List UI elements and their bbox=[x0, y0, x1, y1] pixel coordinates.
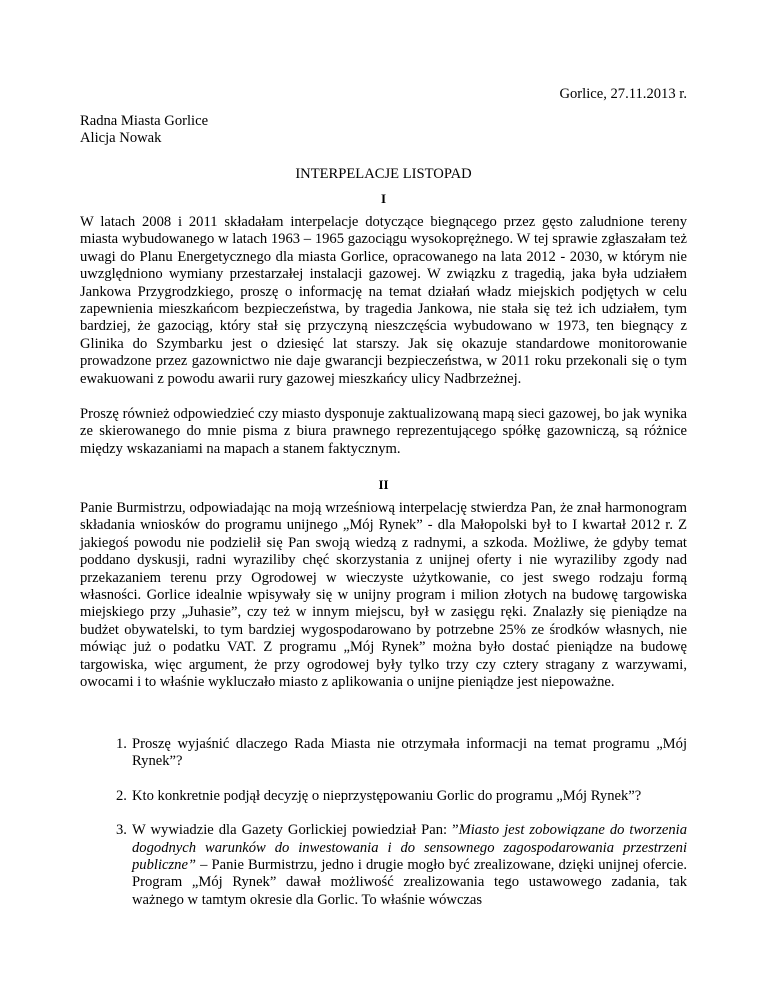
section-1-numeral: I bbox=[380, 191, 387, 206]
sender-block bbox=[80, 113, 208, 148]
list-item bbox=[80, 736, 687, 771]
list-item bbox=[80, 788, 687, 805]
section-2-paragraph-1: Panie Burmistrzu, odpowiadając na moją wrześniową interpelację stwierdza Pan, że znał harmonogram składania wniosków do programu unijnego „Mój Rynek” - dla Małopolski był to I kwartał 2012 r. Z jakiegoś powodu nie podzielił się Pan swoją wiedzą z radnymi, a szkoda. Możliwe, że gdyby temat poddano dyskusji, radni wyraziliby chęć skorzystania z unijnej oferty i nie wyraziliby zgody nad przekazaniem terenu przy Ogrodowej w wieczyste użytkowanie, co jest swego rodzaju formą własności. Gorlice idealnie wpisywały się w unijny program i milion złotych na budowę targowiska miejskiego przy „Juhasie”, czy też w innym miejscu, był w zasięgu ręki. Znalazły się pieniądze na budżet obywatelski, to tym bardziej wygospodarowano by potrzebne 25% ze środków własnych, nie mówiąc już o podatku VAT. Z programu „Mój Rynek” można było dostać pieniądze na budowę targowiska, więc argument, że przy ogrodowej były tylko trzy czy cztery stragany z warzywami, owocami i to właśnie wykluczało miasto z aplikowania o unijne pieniądze jest niepoważne. bbox=[80, 500, 687, 691]
section-1-paragraph-1: W latach 2008 i 2011 składałam interpelacje dotyczące biegnącego przez gęsto zaludnione tereny miasta wybudowanego w latach 1963 – 1965 gazociągu wysokoprężnego. W tej sprawie zgłaszałam też uwagi do Planu Energetycznego dla miasta Gorlice, opracowanego na lata 2012 - 2030, w którym nie uwzględniono wymiany przestarzałej instalacji gazowej. W związku z tragedią, jaka była udziałem Jankowa Przygrodzkiego, proszę o informację na temat działań władz miejskich podjętych w celu zapewnienia mieszkańcom bezpieczeństwa, by tragedia Jankowa, nie stała się też ich udziałem, tym bardziej, że gazociąg, który stał się przyczyną nieszczęścia wybudowano w 1973, ten biegnący z Glinika do Szymbarku jest o dziesięć lat starszy. Jak się okazuje standardowe monitorowanie prowadzone przez gazownictwo nie daje gwarancji bezpieczeństwa, w 2011 roku przekonali się o tym ewakuowani z powodu awarii rury gazowej mieszkańcy ulicy Nadbrzeżnej. bbox=[80, 214, 687, 387]
document-title: INTERPELACJE LISTOPAD bbox=[295, 166, 472, 182]
letter-date: Gorlice, 27.11.2013 r. bbox=[559, 86, 687, 102]
list-item-number: 2. bbox=[116, 787, 127, 804]
section-2-numeral: II bbox=[378, 477, 389, 492]
list-item-text: Proszę wyjaśnić dlaczego Rada Miasta nie otrzymała informacji na temat programu „Mój Rynek”? bbox=[132, 736, 687, 770]
list-item-text-lead: W wywiadzie dla Gazety Gorlickiej powiedział Pan: ” bbox=[132, 822, 459, 839]
list-item-text-rest: – Panie Burmistrzu, jedno i drugie mogło być zrealizowane, dzięki unijnej ofercie. Program „Mój Rynek” dawał możliwość zrealizowania tego ustawowego zadania, tak ważnego w tamtym okresie dla Gorlic. To właśnie wówczas bbox=[132, 857, 687, 908]
section-1-paragraph-2: Proszę również odpowiedzieć czy miasto dysponuje zaktualizowaną mapą sieci gazowej, bo jak wynika ze skierowanego do mnie pisma z biura prawnego reprezentującego spółkę gazowniczą, są różnice między wskazaniami na mapach a stanem faktycznym. bbox=[80, 406, 687, 457]
list-item-text: Kto konkretnie podjął decyzję o nieprzystępowaniu Gorlic do programu „Mój Rynek”? bbox=[132, 787, 642, 804]
list-item-quote: Miasto jest zobowiązane do tworzenia dogodnych warunków do inwestowania i do sensownego zagospodarowania przestrzeni publiczne” bbox=[132, 822, 688, 874]
list-item-number: 3. bbox=[116, 822, 127, 839]
sender-title: Radna Miasta Gorlice bbox=[80, 113, 209, 129]
list-item-number: 1. bbox=[116, 736, 127, 752]
question-list bbox=[80, 736, 687, 926]
list-item bbox=[80, 822, 687, 909]
sender-name: Alicja Nowak bbox=[80, 130, 162, 147]
